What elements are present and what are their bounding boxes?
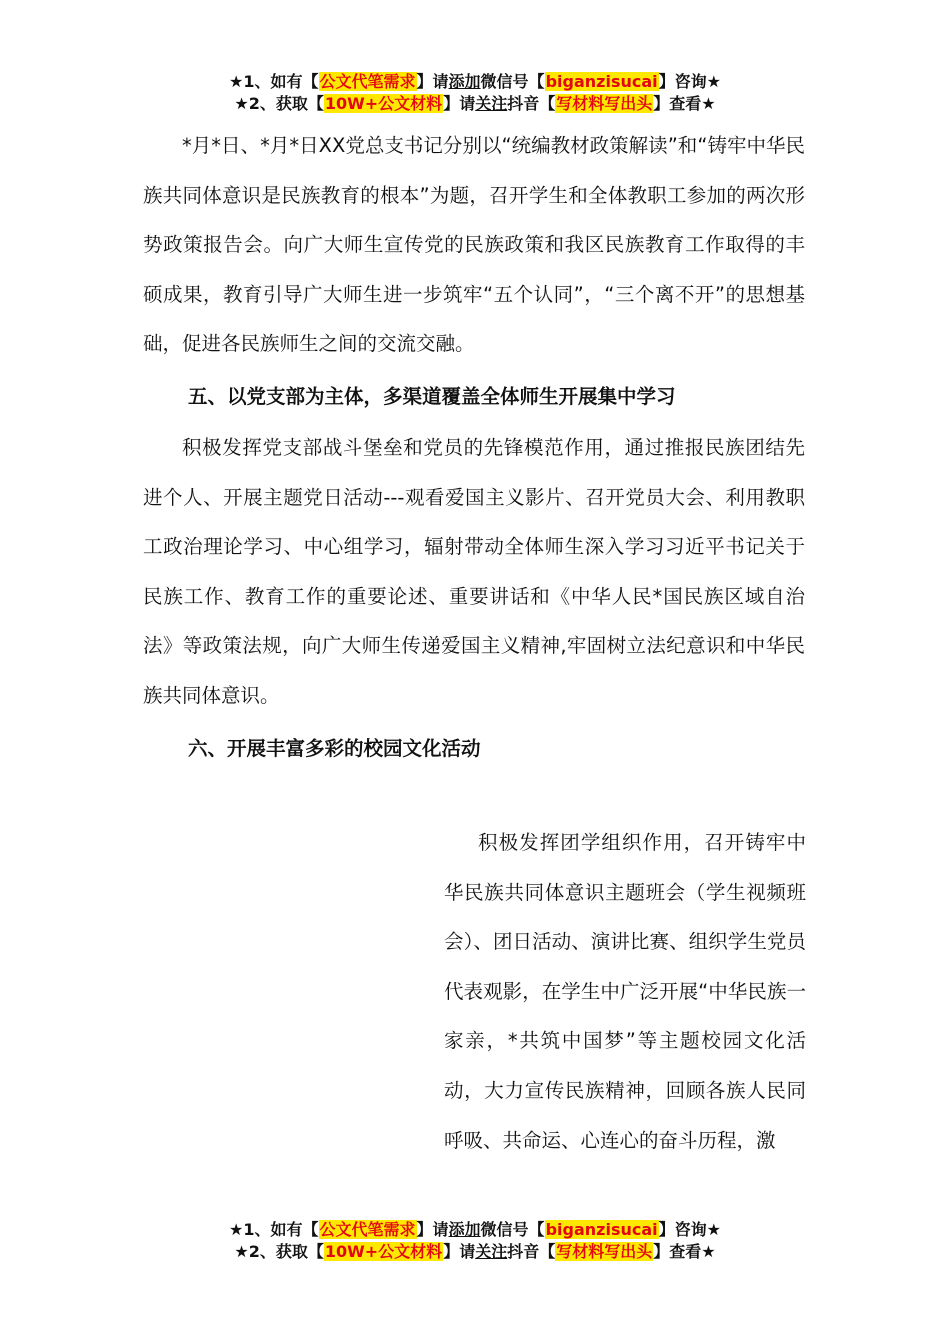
banner-highlight: 10W+公文材料	[324, 94, 443, 113]
document-body	[143, 121, 805, 775]
banner-text: 微信号【	[480, 1220, 545, 1239]
banner-text: 】请	[443, 1242, 476, 1261]
banner-line-1	[0, 71, 950, 93]
banner-underlined-text: 关注	[475, 94, 508, 113]
banner-text: ★1、如有【	[229, 72, 319, 91]
banner-text: 】请	[416, 1220, 449, 1239]
banner-highlight: 写材料写出头	[556, 1242, 653, 1261]
banner-text: 微信号【	[480, 72, 545, 91]
banner-highlight: 写材料写出头	[556, 94, 653, 113]
top-banner	[0, 71, 950, 115]
banner-highlight: biganzisucai	[545, 1220, 658, 1239]
banner-underlined-text: 添加	[448, 72, 481, 91]
paragraph-1: *月*日、*月*日XX党总支书记分别以“统编教材政策解读”和“铸牢中华民族共同体意识是民族教育的根本”为题，召开学生和全体教职工参加的两次形势政策报告会。向广大师生宣传党的民族政策和我区民族教育工作取得的丰硕成果，教育引导广大师生进一步筑牢“五个认同”，“三个离不开”的思想基础，促进各民族师生之间的交流交融。	[143, 134, 805, 356]
banner-text: 】查看★	[653, 1242, 716, 1261]
banner-text: 】查看★	[653, 94, 716, 113]
banner-text: 抖音【	[507, 94, 556, 113]
bottom-banner	[0, 1219, 950, 1263]
banner-line-2	[0, 93, 950, 115]
banner-text: 】咨询★	[658, 1220, 721, 1239]
banner-highlight: biganzisucai	[545, 72, 658, 91]
paragraph-2: 积极发挥党支部战斗堡垒和党员的先锋模范作用，通过推报民族团结先进个人、开展主题党日活动---观看爱国主义影片、召开党员大会、利用教职工政治理论学习、中心组学习，辐射带动全体师生深入学习习近平书记关于民族工作、教育工作的重要论述、重要讲话和《中华人民*国民族区域自治法》等政策法规，向广大师生传递爱国主义精神,牢固树立法纪意识和中华民族共同体意识。	[143, 435, 805, 707]
banner-text: ★2、获取【	[234, 1242, 324, 1261]
banner-highlight: 10W+公文材料	[324, 1242, 443, 1261]
banner-line-1	[0, 1219, 950, 1241]
banner-underlined-text: 添加	[448, 1220, 481, 1239]
banner-text: 】请	[416, 72, 449, 91]
banner-underlined-text: 关注	[475, 1242, 508, 1261]
banner-text: ★2、获取【	[234, 94, 324, 113]
banner-text: 抖音【	[507, 1242, 556, 1261]
banner-line-2	[0, 1241, 950, 1263]
section-heading-5: 五、以党支部为主体，多渠道覆盖全体师生开展集中学习	[188, 384, 676, 408]
banner-highlight: 公文代笔需求	[319, 1220, 416, 1239]
paragraph-3: 积极发挥团学组织作用，召开铸牢中华民族共同体意识主题班会（学生视频班会）、团日活动、演讲比赛、组织学生党员代表观影，在学生中广泛开展“中华民族一家亲，*共筑中国梦”等主题校园文化活动，大力宣传民族精神，回顾各族人民同呼吸、共命运、心连心的奋斗历程，激	[444, 831, 806, 1152]
banner-highlight: 公文代笔需求	[319, 72, 416, 91]
banner-text: 】请	[443, 94, 476, 113]
section-heading-6: 六、开展丰富多彩的校园文化活动	[188, 736, 481, 760]
banner-text: 】咨询★	[658, 72, 721, 91]
banner-text: ★1、如有【	[229, 1220, 319, 1239]
